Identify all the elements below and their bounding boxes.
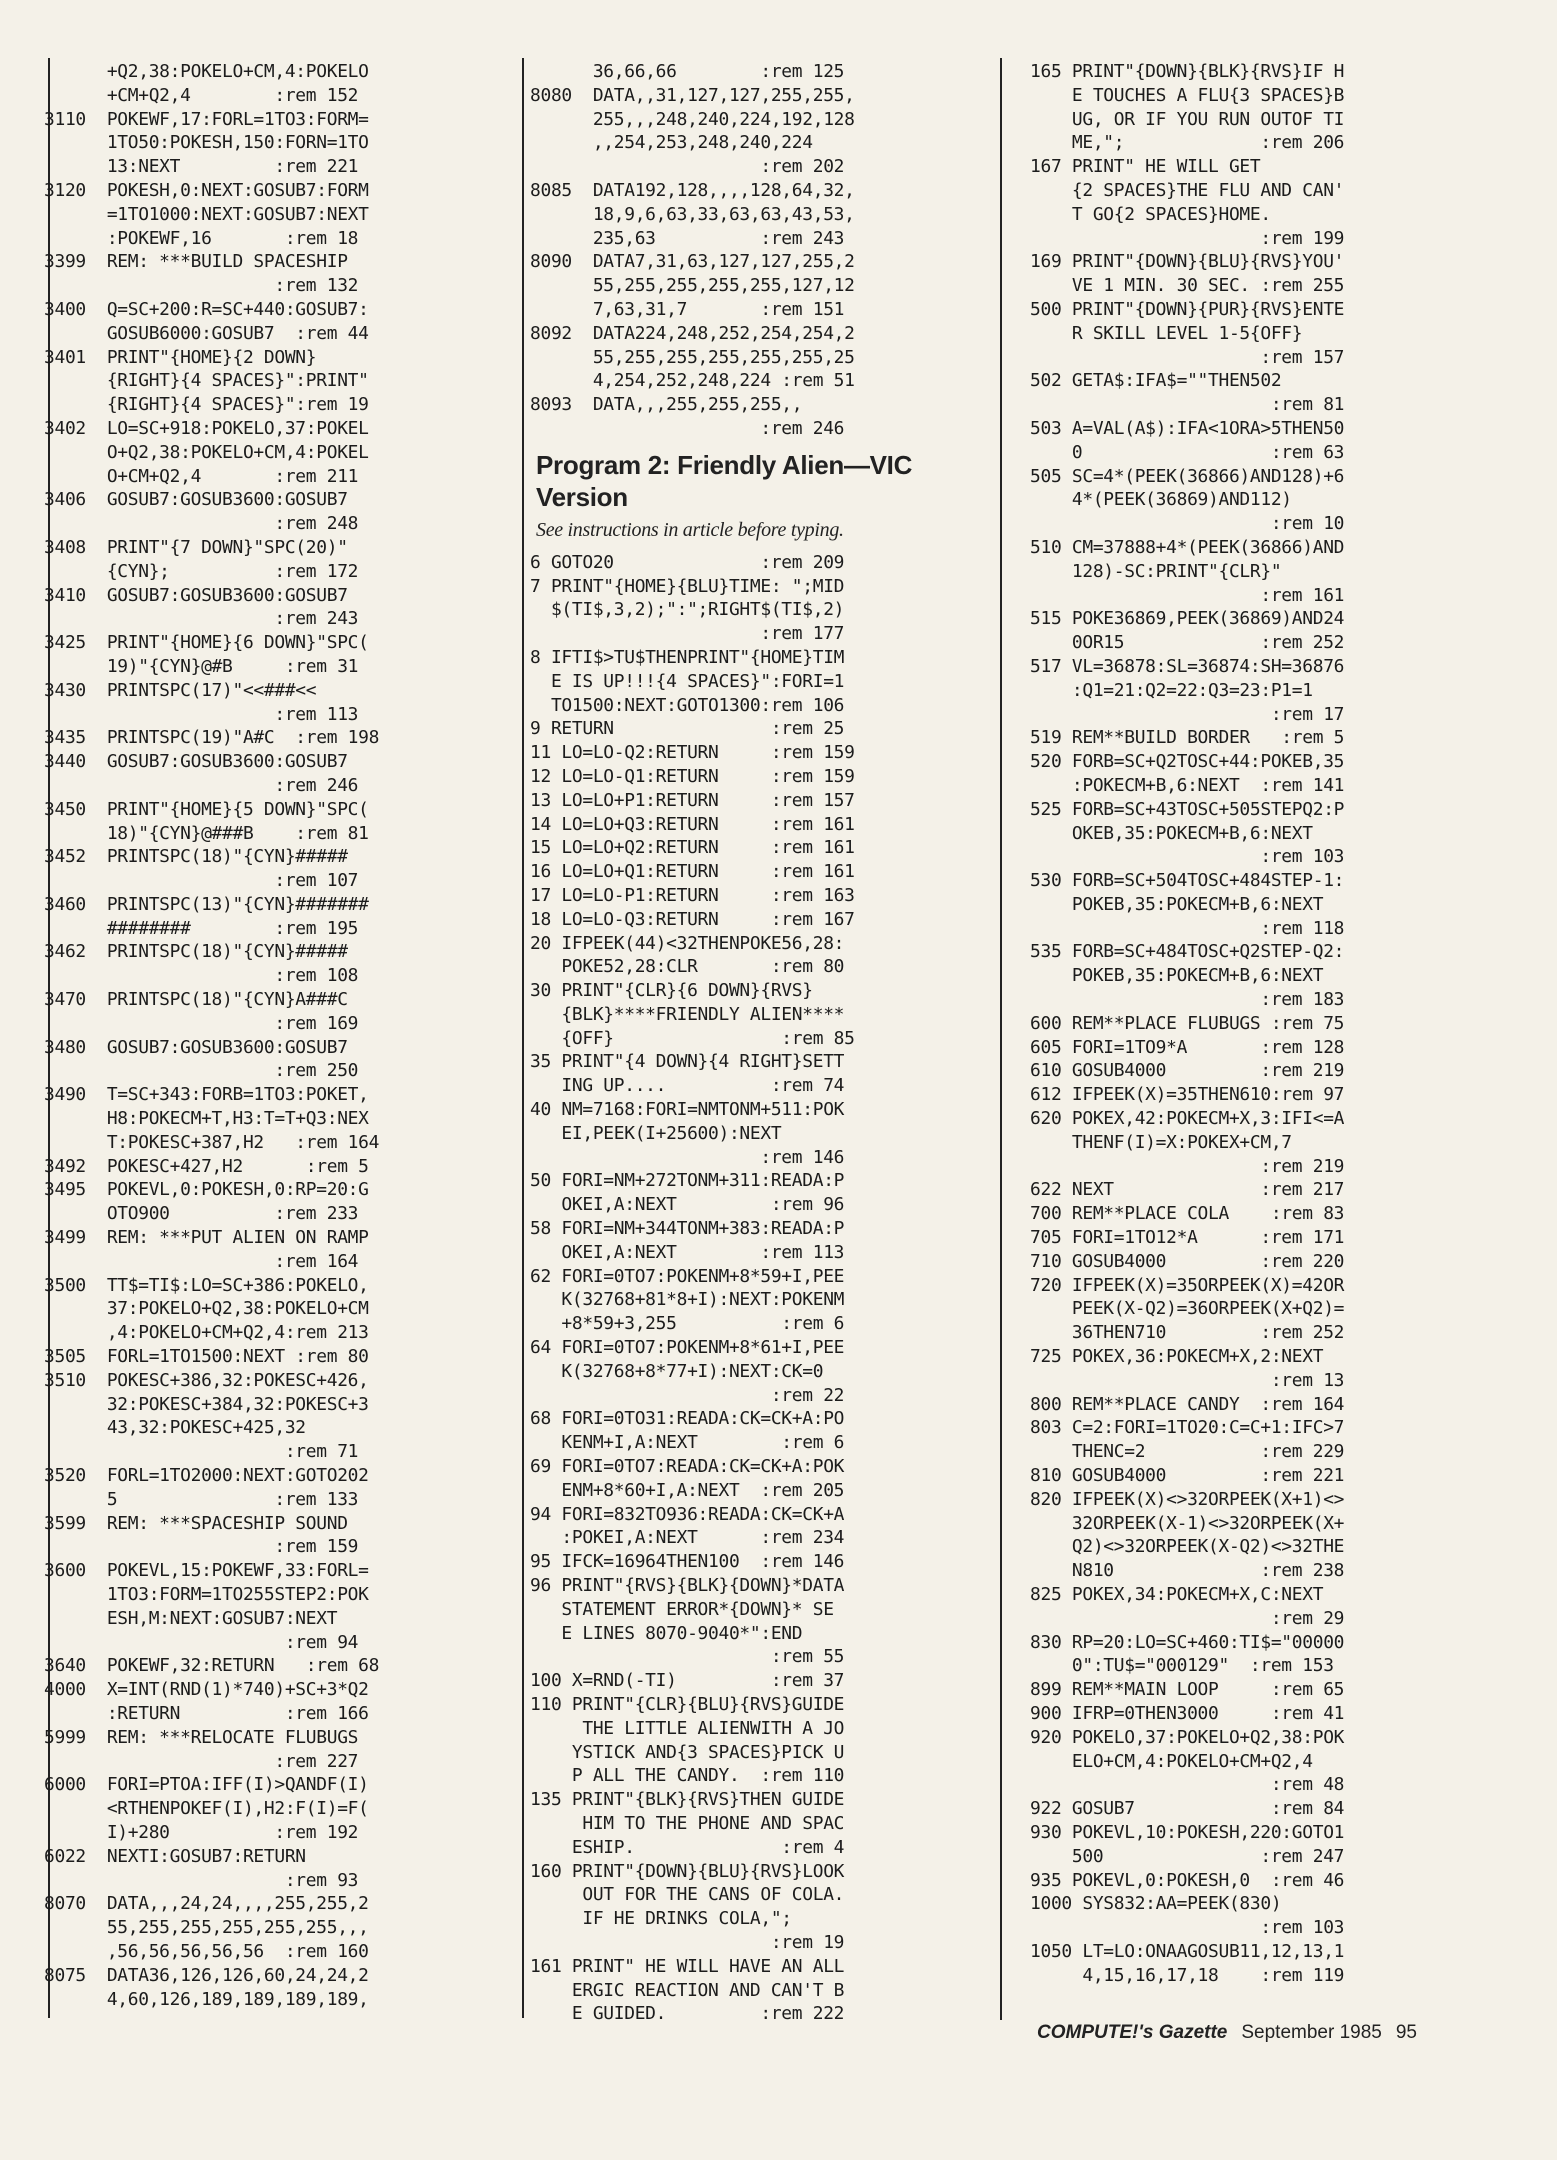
code-line: 600 REM**PLACE FLUBUGS :rem 75 <box>1030 1012 1345 1034</box>
code-line: :rem 103 <box>1030 1917 1345 1939</box>
code-line: 3640 POKEWF,32:RETURN :rem 68 <box>44 1655 380 1677</box>
code-line: 3510 POKESC+386,32:POKESC+426, <box>44 1369 369 1391</box>
code-line: 8075 DATA36,126,126,60,24,24,2 <box>44 1964 369 1986</box>
code-line: 13:NEXT :rem 221 <box>44 156 359 178</box>
code-line: 0":TU$="000129" :rem 153 <box>1030 1655 1334 1677</box>
code-line: :rem 93 <box>44 1869 359 1891</box>
code-line: 7,63,31,7 :rem 151 <box>530 298 845 320</box>
code-line: THE LITTLE ALIENWITH A JO <box>530 1717 845 1739</box>
code-line: 535 FORB=SC+484TOSC+Q2STEP-Q2: <box>1030 941 1345 963</box>
code-line: :rem 10 <box>1030 513 1345 535</box>
code-line: +8*59+3,255 :rem 6 <box>530 1313 845 1335</box>
code-line: 525 FORB=SC+43TOSC+505STEPQ2:P <box>1030 798 1345 820</box>
code-line: 32:POKESC+384,32:POKESC+3 <box>44 1393 369 1415</box>
code-line: POKEB,35:POKECM+B,6:NEXT <box>1030 893 1324 915</box>
code-line: E IS UP!!!{4 SPACES}":FORI=1 <box>530 670 845 692</box>
code-line: 5 :rem 133 <box>44 1488 359 1510</box>
code-line: N810 :rem 238 <box>1030 1560 1345 1582</box>
column-rule-2 <box>1000 58 1002 2020</box>
code-line: 610 GOSUB4000 :rem 219 <box>1030 1060 1345 1082</box>
code-line: 13 LO=LO+P1:RETURN :rem 157 <box>530 789 855 811</box>
code-line: 725 POKEX,36:POKECM+X,2:NEXT <box>1030 1346 1324 1368</box>
code-line: IF HE DRINKS COLA,"; <box>530 1908 792 1930</box>
code-line: 820 IFPEEK(X)<>32ORPEEK(X+1)<> <box>1030 1488 1345 1510</box>
code-line: 50 FORI=NM+272TONM+311:READA:P <box>530 1170 845 1192</box>
code-line: 3440 GOSUB7:GOSUB3600:GOSUB7 <box>44 751 348 773</box>
code-line: 12 LO=LO-Q1:RETURN :rem 159 <box>530 765 855 787</box>
code-line: 128)-SC:PRINT"{CLR}" <box>1030 560 1282 582</box>
code-line: PEEK(X-Q2)=36ORPEEK(X+Q2)= <box>1030 1298 1345 1320</box>
program2-heading <box>536 449 990 513</box>
code-line: 110 PRINT"{CLR}{BLU}{RVS}GUIDE <box>530 1694 845 1715</box>
code-line: 11 LO=LO-Q2:RETURN :rem 159 <box>530 742 855 764</box>
code-line: Q2)<>32ORPEEK(X-Q2)<>32THE <box>1030 1536 1345 1558</box>
code-line: 96 PRINT"{RVS}{BLK}{DOWN}*DATA <box>530 1575 845 1597</box>
code-line: 510 CM=37888+4*(PEEK(36866)AND <box>1030 536 1345 558</box>
code-line: ME,"; :rem 206 <box>1030 132 1345 154</box>
code-line: :POKEWF,16 :rem 18 <box>44 227 359 249</box>
code-line: 64 FORI=0TO7:POKENM+8*61+I,PEE <box>530 1337 845 1359</box>
code-line: 165 PRINT"{DOWN}{BLK}{RVS}IF H <box>1030 61 1345 82</box>
code-line: VE 1 MIN. 30 SEC. :rem 255 <box>1030 275 1345 297</box>
code-line: OKEI,A:NEXT :rem 113 <box>530 1241 845 1263</box>
code-line: 6 GOTO20 :rem 209 <box>530 551 845 573</box>
code-line: 4,60,126,189,189,189,189, <box>44 1988 369 2010</box>
page-footer <box>1037 2022 1417 2044</box>
code-line: :rem 71 <box>44 1441 359 1463</box>
code-line: :rem 243 <box>44 608 359 630</box>
code-line: 3500 TT$=TI$:LO=SC+386:POKELO, <box>44 1274 369 1296</box>
program1-tail <box>530 60 990 441</box>
code-line: 68 FORI=0TO31:READA:CK=CK+A:PO <box>530 1408 845 1430</box>
code-line: E LINES 8070-9040*":END <box>530 1622 803 1644</box>
code-line: 3480 GOSUB7:GOSUB3600:GOSUB7 <box>44 1036 348 1058</box>
code-line: :rem 81 <box>1030 394 1345 416</box>
code-line: 3492 POKESC+427,H2 :rem 5 <box>44 1155 369 1177</box>
code-line: 7 PRINT"{HOME}{BLU}TIME: ";MID <box>530 575 845 597</box>
code-line: 3499 REM: ***PUT ALIEN ON RAMP <box>44 1227 369 1249</box>
code-line: ,56,56,56,56,56 :rem 160 <box>44 1940 369 1962</box>
code-line: 36THEN710 :rem 252 <box>1030 1322 1345 1344</box>
code-line: 0 :rem 63 <box>1030 441 1345 463</box>
code-line: 8090 DATA7,31,63,127,127,255,2 <box>530 251 855 273</box>
listing-column-3 <box>1030 60 1520 1988</box>
program2-instruction: See instructions in article before typing. <box>536 518 844 541</box>
code-line: {2 SPACES}THE FLU AND CAN' <box>1030 179 1345 201</box>
code-line: 3462 PRINTSPC(18)"{CYN}##### <box>44 941 348 963</box>
code-line: 8 IFTI$>TU$THENPRINT"{HOME}TIM <box>530 646 845 668</box>
code-line: :rem 29 <box>1030 1607 1345 1629</box>
code-line: +Q2,38:POKELO+CM,4:POKELO <box>44 61 369 82</box>
code-line: O+CM+Q2,4 :rem 211 <box>44 465 359 487</box>
footer-publication: COMPUTE!'s Gazette <box>1037 2022 1228 2043</box>
code-line: :rem 17 <box>1030 703 1345 725</box>
code-line: :Q1=21:Q2=22:Q3=23:P1=1 <box>1030 679 1313 701</box>
code-line: 15 LO=LO+Q2:RETURN :rem 161 <box>530 837 855 859</box>
code-line: 167 PRINT" HE WILL GET <box>1030 156 1261 178</box>
code-line: {BLK}****FRIENDLY ALIEN**** <box>530 1003 845 1025</box>
code-line: 4000 X=INT(RND(1)*740)+SC+3*Q2 <box>44 1679 369 1701</box>
code-line: :rem 246 <box>530 417 845 439</box>
code-line: $(TI$,3,2);":";RIGHT$(TI$,2) <box>530 599 845 621</box>
code-line: 135 PRINT"{BLK}{RVS}THEN GUIDE <box>530 1789 845 1811</box>
code-line: 55,255,255,255,255,255,25 <box>530 346 855 368</box>
code-line: 3495 POKEVL,0:POKESH,0:RP=20:G <box>44 1179 369 1201</box>
code-line: 32ORPEEK(X-1)<>32ORPEEK(X+ <box>1030 1512 1345 1534</box>
code-line: =1TO1000:NEXT:GOSUB7:NEXT <box>44 203 369 225</box>
footer-date: September 1985 <box>1241 2022 1382 2043</box>
code-line: 95 IFCK=16964THEN100 :rem 146 <box>530 1551 845 1573</box>
code-line: 825 POKEX,34:POKECM+X,C:NEXT <box>1030 1584 1324 1605</box>
code-line: UG, OR IF YOU RUN OUTOF TI <box>1030 108 1345 130</box>
code-line: :rem 132 <box>44 275 359 297</box>
code-line: 100 X=RND(-TI) :rem 37 <box>530 1670 845 1692</box>
code-line: 69 FORI=0TO7:READA:CK=CK+A:POK <box>530 1456 845 1478</box>
code-line: {OFF} :rem 85 <box>530 1027 855 1049</box>
code-line: 3406 GOSUB7:GOSUB3600:GOSUB7 <box>44 489 348 511</box>
code-line: 930 POKEVL,10:POKESH,220:GOTO1 <box>1030 1821 1345 1843</box>
code-line: 94 FORI=832TO936:READA:CK=CK+A <box>530 1503 845 1525</box>
code-line: 500 :rem 247 <box>1030 1845 1345 1867</box>
code-line: :rem 219 <box>1030 1155 1345 1177</box>
code-line: 14 LO=LO+Q3:RETURN :rem 161 <box>530 813 855 835</box>
code-line: :rem 199 <box>1030 227 1345 249</box>
code-line: 3470 PRINTSPC(18)"{CYN}A###C <box>44 989 348 1011</box>
code-line: 500 PRINT"{DOWN}{PUR}{RVS}ENTE <box>1030 298 1345 320</box>
code-line: 9 RETURN :rem 25 <box>530 718 845 740</box>
code-line: 35 PRINT"{4 DOWN}{4 RIGHT}SETT <box>530 1051 845 1073</box>
code-line: POKE52,28:CLR :rem 80 <box>530 956 845 978</box>
code-line: 8080 DATA,,31,127,127,255,255, <box>530 84 855 106</box>
code-line: THENC=2 :rem 229 <box>1030 1441 1345 1463</box>
code-line: ELO+CM,4:POKELO+CM+Q2,4 <box>1030 1750 1313 1772</box>
code-line: I)+280 :rem 192 <box>44 1821 359 1843</box>
code-line: {CYN}; :rem 172 <box>44 560 359 582</box>
code-line: :rem 13 <box>1030 1369 1345 1391</box>
code-line: 55,255,255,255,255,127,12 <box>530 275 855 297</box>
code-line: :rem 169 <box>44 1012 359 1034</box>
code-line: TO1500:NEXT:GOTO1300:rem 106 <box>530 694 845 716</box>
code-line: 19)"{CYN}@#B :rem 31 <box>44 655 359 677</box>
code-line: 169 PRINT"{DOWN}{BLU}{RVS}YOU' <box>1030 251 1345 273</box>
code-line: 920 POKELO,37:POKELO+Q2,38:POK <box>1030 1726 1345 1748</box>
code-line: 8085 DATA192,128,,,,128,64,32, <box>530 179 855 201</box>
code-line: 3490 T=SC+343:FORB=1TO3:POKET, <box>44 1084 369 1106</box>
code-line: POKEB,35:POKECM+B,6:NEXT <box>1030 965 1324 987</box>
code-line: 700 REM**PLACE COLA :rem 83 <box>1030 1203 1345 1225</box>
code-line: 1TO3:FORM=1TO255STEP2:POK <box>44 1584 369 1605</box>
code-line: 720 IFPEEK(X)=35ORPEEK(X)=42OR <box>1030 1274 1345 1296</box>
code-line: :rem 157 <box>1030 346 1345 368</box>
code-line: 3110 POKEWF,17:FORL=1TO3:FORM= <box>44 108 369 130</box>
code-line: 3399 REM: ***BUILD SPACESHIP <box>44 251 348 273</box>
code-line: 800 REM**PLACE CANDY :rem 164 <box>1030 1393 1345 1415</box>
code-line: 8093 DATA,,,255,255,255,, <box>530 394 803 416</box>
code-line: ESHIP. :rem 4 <box>530 1836 845 1858</box>
code-line: T:POKESC+387,H2 :rem 164 <box>44 1131 380 1153</box>
code-line: GOSUB6000:GOSUB7 :rem 44 <box>44 322 369 344</box>
code-line: OKEI,A:NEXT :rem 96 <box>530 1194 845 1216</box>
code-line: 502 GETA$:IFA$=""THEN502 <box>1030 370 1282 392</box>
code-line: :rem 161 <box>1030 584 1345 606</box>
code-line: :rem 159 <box>44 1536 359 1558</box>
code-line: 710 GOSUB4000 :rem 220 <box>1030 1250 1345 1272</box>
code-line: 3599 REM: ***SPACESHIP SOUND <box>44 1512 348 1534</box>
code-line: E GUIDED. :rem 222 <box>530 2003 845 2025</box>
code-line: :rem 103 <box>1030 846 1345 868</box>
listing-column-1 <box>44 60 524 2011</box>
code-line: 160 PRINT"{DOWN}{BLU}{RVS}LOOK <box>530 1860 845 1882</box>
code-line: 255,,,248,240,224,192,128 <box>530 108 855 130</box>
code-line: :rem 55 <box>530 1646 845 1668</box>
code-line: R SKILL LEVEL 1-5{OFF} <box>1030 322 1303 344</box>
code-line: 503 A=VAL(A$):IFA<1ORA>5THEN50 <box>1030 417 1345 439</box>
code-line: {RIGHT}{4 SPACES}":rem 19 <box>44 394 369 416</box>
code-line: +CM+Q2,4 :rem 152 <box>44 84 359 106</box>
code-line: :rem 227 <box>44 1750 359 1772</box>
code-line: 3452 PRINTSPC(18)"{CYN}##### <box>44 846 348 868</box>
code-line: 3460 PRINTSPC(13)"{CYN}####### <box>44 893 369 915</box>
program2-title-line1: Program 2: Friendly Alien—VIC <box>536 449 913 480</box>
code-line: :rem 94 <box>44 1631 359 1653</box>
code-line: 505 SC=4*(PEEK(36866)AND128)+6 <box>1030 465 1345 487</box>
code-line: 58 FORI=NM+344TONM+383:READA:P <box>530 1218 845 1240</box>
code-line: :rem 19 <box>530 1931 845 1953</box>
code-line: 18,9,6,63,33,63,63,43,53, <box>530 203 855 225</box>
code-line: K(32768+8*77+I):NEXT:CK=0 <box>530 1360 824 1382</box>
code-line: :rem 183 <box>1030 989 1345 1011</box>
code-line: E TOUCHES A FLU{3 SPACES}B <box>1030 84 1345 106</box>
code-line: 43,32:POKESC+425,32 <box>44 1417 306 1439</box>
code-line: 20 IFPEEK(44)<32THENPOKE56,28: <box>530 932 845 954</box>
code-line: 899 REM**MAIN LOOP :rem 65 <box>1030 1679 1345 1701</box>
code-line: 4,254,252,248,224 :rem 51 <box>530 370 855 392</box>
code-line: :RETURN :rem 166 <box>44 1702 369 1724</box>
code-line: STATEMENT ERROR*{DOWN}* SE <box>530 1598 834 1620</box>
code-line: 612 IFPEEK(X)=35THEN610:rem 97 <box>1030 1084 1345 1106</box>
code-line: {RIGHT}{4 SPACES}":PRINT" <box>44 370 369 392</box>
code-line: :POKEI,A:NEXT :rem 234 <box>530 1527 845 1549</box>
code-line: :rem 113 <box>44 703 359 725</box>
code-line: 1050 LT=LO:ONAAGOSUB11,12,13,1 <box>1030 1940 1345 1962</box>
code-line: 1000 SYS832:AA=PEEK(830) <box>1030 1893 1282 1915</box>
code-line: 3505 FORL=1TO1500:NEXT :rem 80 <box>44 1346 369 1368</box>
code-line: ENM+8*60+I,A:NEXT :rem 205 <box>530 1479 845 1501</box>
code-line: O+Q2,38:POKELO+CM,4:POKEL <box>44 441 369 463</box>
code-line: 235,63 :rem 243 <box>530 227 845 249</box>
code-line: 8070 DATA,,,24,24,,,,255,255,2 <box>44 1893 369 1915</box>
code-line: 4,15,16,17,18 :rem 119 <box>1030 1964 1345 1986</box>
code-line: 3600 POKEVL,15:POKEWF,33:FORL= <box>44 1560 369 1582</box>
page-number: 95 <box>1395 2022 1417 2043</box>
code-line: ######## :rem 195 <box>44 917 359 939</box>
code-line: 37:POKELO+Q2,38:POKELO+CM <box>44 1298 369 1320</box>
code-line: 3402 LO=SC+918:POKELO,37:POKEL <box>44 417 369 439</box>
code-line: <RTHENPOKEF(I),H2:F(I)=F( <box>44 1798 369 1820</box>
code-line: 519 REM**BUILD BORDER :rem 5 <box>1030 727 1345 749</box>
code-line: 62 FORI=0TO7:POKENM+8*59+I,PEE <box>530 1265 845 1287</box>
code-line: ,,254,253,248,240,224 <box>530 132 813 154</box>
code-line: ERGIC REACTION AND CAN'T B <box>530 1979 845 2001</box>
code-line: ESH,M:NEXT:GOSUB7:NEXT <box>44 1607 338 1629</box>
code-line: 5999 REM: ***RELOCATE FLUBUGS <box>44 1726 359 1748</box>
code-line: :rem 202 <box>530 156 845 178</box>
code-line: :rem 250 <box>44 1060 359 1082</box>
code-line: 18 LO=LO-Q3:RETURN :rem 167 <box>530 908 855 930</box>
code-line: 18)"{CYN}@###B :rem 81 <box>44 822 369 844</box>
code-line: 3435 PRINTSPC(19)"A#C :rem 198 <box>44 727 380 749</box>
code-line: 620 POKEX,42:POKECM+X,3:IFI<=A <box>1030 1108 1345 1130</box>
code-line: 705 FORI=1TO12*A :rem 171 <box>1030 1227 1345 1249</box>
code-line: 900 IFRP=0THEN3000 :rem 41 <box>1030 1702 1345 1724</box>
code-line: 16 LO=LO+Q1:RETURN :rem 161 <box>530 861 855 883</box>
code-line: H8:POKECM+T,H3:T=T+Q3:NEX <box>44 1108 369 1130</box>
code-line: 3400 Q=SC+200:R=SC+440:GOSUB7: <box>44 298 369 320</box>
code-line: 8092 DATA224,248,252,254,254,2 <box>530 322 855 344</box>
code-line: :rem 177 <box>530 623 845 645</box>
code-line: :rem 146 <box>530 1146 845 1168</box>
code-line: 3408 PRINT"{7 DOWN}"SPC(20)" <box>44 536 348 558</box>
code-line: 30 PRINT"{CLR}{6 DOWN}{RVS} <box>530 980 813 1002</box>
code-line: 1TO50:POKESH,150:FORN=1TO <box>44 132 369 154</box>
code-line: :rem 22 <box>530 1384 845 1406</box>
code-line: YSTICK AND{3 SPACES}PICK U <box>530 1741 845 1763</box>
code-line: :rem 108 <box>44 965 359 987</box>
code-line: 17 LO=LO-P1:RETURN :rem 163 <box>530 884 855 906</box>
code-line: 530 FORB=SC+504TOSC+484STEP-1: <box>1030 870 1345 892</box>
code-line: :rem 118 <box>1030 917 1345 939</box>
code-line: 4*(PEEK(36869)AND112) <box>1030 489 1292 511</box>
code-line: 3401 PRINT"{HOME}{2 DOWN} <box>44 346 317 368</box>
code-line: 55,255,255,255,255,255,,, <box>44 1917 369 1939</box>
code-line: 3410 GOSUB7:GOSUB3600:GOSUB7 <box>44 584 348 606</box>
code-line: ING UP.... :rem 74 <box>530 1075 845 1097</box>
code-line: KENM+I,A:NEXT :rem 6 <box>530 1432 845 1454</box>
code-line: 517 VL=36878:SL=36874:SH=36876 <box>1030 655 1345 677</box>
code-line: 935 POKEVL,0:POKESH,0 :rem 46 <box>1030 1869 1345 1891</box>
code-line: 36,66,66 :rem 125 <box>530 61 845 82</box>
code-line: OKEB,35:POKECM+B,6:NEXT <box>1030 822 1313 844</box>
code-line: 622 NEXT :rem 217 <box>1030 1179 1345 1201</box>
code-line: OTO900 :rem 233 <box>44 1203 359 1225</box>
code-line: ,4:POKELO+CM+Q2,4:rem 213 <box>44 1322 369 1344</box>
code-line: 6022 NEXTI:GOSUB7:RETURN <box>44 1845 306 1867</box>
code-line: :rem 107 <box>44 870 359 892</box>
code-line: 515 POKE36869,PEEK(36869)AND24 <box>1030 608 1345 630</box>
code-line: THENF(I)=X:POKEX+CM,7 <box>1030 1131 1292 1153</box>
code-line: 6000 FORI=PTOA:IFF(I)>QANDF(I) <box>44 1774 369 1796</box>
code-line: T GO{2 SPACES}HOME. <box>1030 203 1271 225</box>
code-line: 922 GOSUB7 :rem 84 <box>1030 1798 1345 1820</box>
code-line: P ALL THE CANDY. :rem 110 <box>530 1765 845 1787</box>
code-line: 810 GOSUB4000 :rem 221 <box>1030 1465 1345 1487</box>
listing-column-2 <box>530 60 990 2026</box>
code-line: EI,PEEK(I+25600):NEXT <box>530 1122 782 1144</box>
code-line: :POKECM+B,6:NEXT :rem 141 <box>1030 774 1345 796</box>
code-line: 161 PRINT" HE WILL HAVE AN ALL <box>530 1955 845 1977</box>
code-line: :rem 164 <box>44 1250 359 1272</box>
code-line: 40 NM=7168:FORI=NMTONM+511:POK <box>530 1099 845 1121</box>
code-line: :rem 48 <box>1030 1774 1345 1796</box>
code-line: 3430 PRINTSPC(17)"<<###<< <box>44 679 317 701</box>
code-line: K(32768+81*8+I):NEXT:POKENM <box>530 1289 845 1311</box>
code-line: 0OR15 :rem 252 <box>1030 632 1345 654</box>
program2-listing <box>530 551 990 2026</box>
code-line: HIM TO THE PHONE AND SPAC <box>530 1812 845 1834</box>
code-line: :rem 246 <box>44 774 359 796</box>
code-line: 605 FORI=1TO9*A :rem 128 <box>1030 1036 1345 1058</box>
code-line: 803 C=2:FORI=1TO20:C=C+1:IFC>7 <box>1030 1417 1345 1439</box>
code-line: OUT FOR THE CANS OF COLA. <box>530 1884 845 1906</box>
code-line: 830 RP=20:LO=SC+460:TI$="00000 <box>1030 1631 1345 1653</box>
program2-title-line2: Version <box>536 481 628 512</box>
code-line: :rem 248 <box>44 513 359 535</box>
code-line: 520 FORB=SC+Q2TOSC+44:POKEB,35 <box>1030 751 1345 773</box>
code-line: 3120 POKESH,0:NEXT:GOSUB7:FORM <box>44 179 369 201</box>
code-line: 3425 PRINT"{HOME}{6 DOWN}"SPC( <box>44 632 369 654</box>
code-line: 3450 PRINT"{HOME}{5 DOWN}"SPC( <box>44 798 369 820</box>
code-line: 3520 FORL=1TO2000:NEXT:GOTO202 <box>44 1465 369 1487</box>
